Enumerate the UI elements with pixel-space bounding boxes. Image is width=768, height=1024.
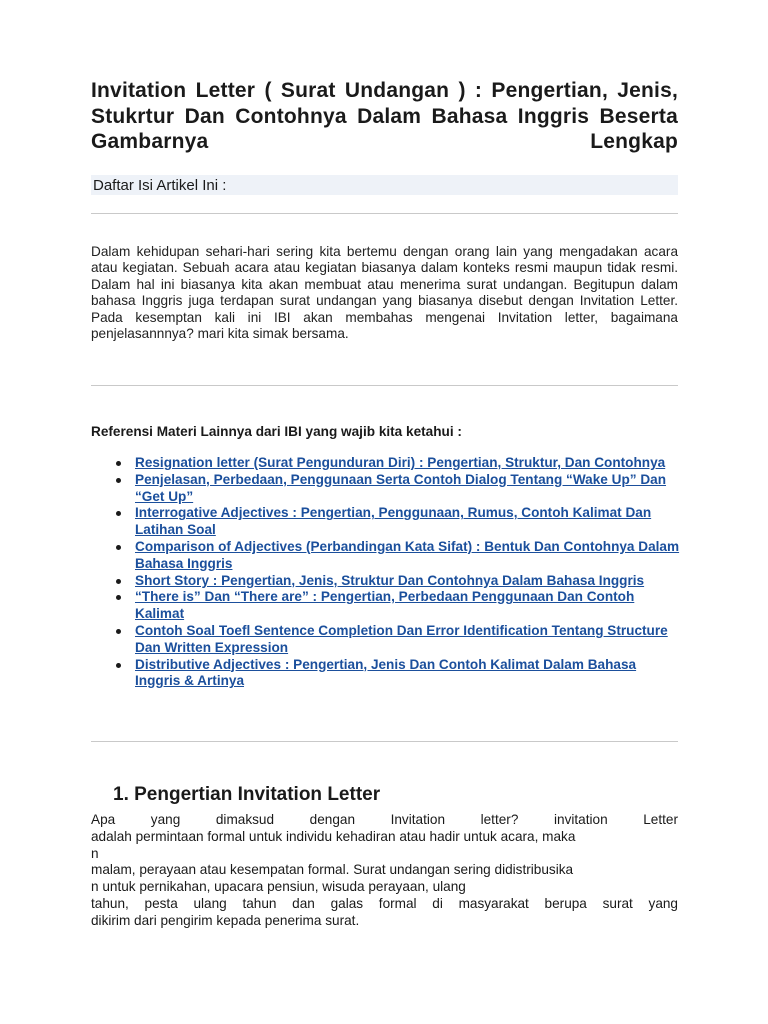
bullet-icon bbox=[116, 595, 121, 600]
list-item bbox=[91, 505, 691, 539]
reference-link[interactable]: “There is” Dan “There are” : Pengertian, Perbedaan Penggunaan Dan Contoh Kalimat bbox=[135, 589, 635, 622]
list-item bbox=[91, 657, 691, 691]
intro-paragraph: Dalam kehidupan sehari-hari sering kita bertemu dengan orang lain yang mengadakan acara atau kegiatan. Sebuah acara atau kegiatan biasanya dalam konteks resmi maupun tidak resmi. Dalam hal ini biasanya kita akan membuat atau menerima surat undangan. Begitupun dalam bahasa Inggris juga terdapan surat undangan yang biasanya disebut dengan Invitation Letter. Pada kesemptan kali ini IBI akan membahas mengenai Invitation letter, bagaimana penjelasannnya? mari kita simak bersama. bbox=[91, 244, 678, 342]
list-item bbox=[91, 472, 691, 506]
reference-link[interactable]: Distributive Adjectives : Pengertian, Jenis Dan Contoh Kalimat Dalam Bahasa Inggris & Artinya bbox=[135, 656, 637, 689]
bullet-icon bbox=[116, 629, 121, 634]
paragraph-line: malam, perayaan atau kesempatan formal. Surat undangan sering didistribusika bbox=[91, 862, 574, 878]
paragraph-line: adalah permintaan formal untuk individu kehadiran atau hadir untuk acara, maka bbox=[91, 828, 576, 844]
paragraph-line: n bbox=[91, 845, 99, 861]
section-paragraph bbox=[91, 812, 678, 930]
paragraph-line: tahun, pesta ulang tahun dan galas formal di masyarakat berupa surat yang bbox=[91, 895, 678, 911]
reference-link[interactable]: Penjelasan, Perbedaan, Penggunaan Serta Contoh Dialog Tentang “Wake Up” Dan “Get Up” bbox=[135, 471, 667, 504]
reference-link[interactable]: Interrogative Adjectives : Pengertian, Penggunaan, Rumus, Contoh Kalimat Dan Latihan Soal bbox=[135, 505, 652, 538]
divider bbox=[91, 213, 678, 214]
bullet-icon bbox=[116, 545, 121, 550]
reference-link[interactable]: Contoh Soal Toefl Sentence Completion Dan Error Identification Tentang Structure Dan Written Expression bbox=[135, 622, 668, 655]
paragraph-line: n untuk pernikahan, upacara pensiun, wisuda perayaan, ulang bbox=[91, 879, 466, 895]
bullet-icon bbox=[116, 511, 121, 516]
list-item bbox=[91, 589, 691, 623]
toc-label[interactable]: Daftar Isi Artikel Ini : bbox=[93, 177, 227, 194]
bullet-icon bbox=[116, 663, 121, 668]
bullet-icon bbox=[116, 579, 121, 584]
paragraph-line: dikirim dari pengirim kepada penerima surat. bbox=[91, 912, 360, 928]
reference-link[interactable]: Resignation letter (Surat Pengunduran Diri) : Pengertian, Struktur, Dan Contohnya bbox=[135, 455, 666, 470]
bullet-icon bbox=[116, 478, 121, 483]
paragraph-line: Apa yang dimaksud dengan Invitation letter? invitation Letter bbox=[91, 812, 678, 827]
divider bbox=[91, 741, 678, 742]
article-title: Invitation Letter ( Surat Undangan ) : Pengertian, Jenis, Stukrtur Dan Contohnya Dalam Bahasa Inggris Beserta Gambarnya Lengkap bbox=[91, 79, 678, 153]
references-heading: Referensi Materi Lainnya dari IBI yang wajib kita ketahui : bbox=[91, 424, 462, 439]
reference-link[interactable]: Comparison of Adjectives (Perbandingan Kata Sifat) : Bentuk Dan Contohnya Dalam Bahasa Inggris bbox=[135, 538, 680, 571]
list-item bbox=[91, 573, 691, 590]
list-item bbox=[91, 623, 691, 657]
divider bbox=[91, 385, 678, 386]
list-item bbox=[91, 539, 691, 573]
section-heading: 1. Pengertian Invitation Letter bbox=[113, 784, 381, 805]
reference-link[interactable]: Short Story : Pengertian, Jenis, Struktur Dan Contohnya Dalam Bahasa Inggris bbox=[135, 572, 645, 588]
references-list bbox=[91, 455, 691, 690]
list-item bbox=[91, 455, 691, 472]
bullet-icon bbox=[116, 461, 121, 466]
